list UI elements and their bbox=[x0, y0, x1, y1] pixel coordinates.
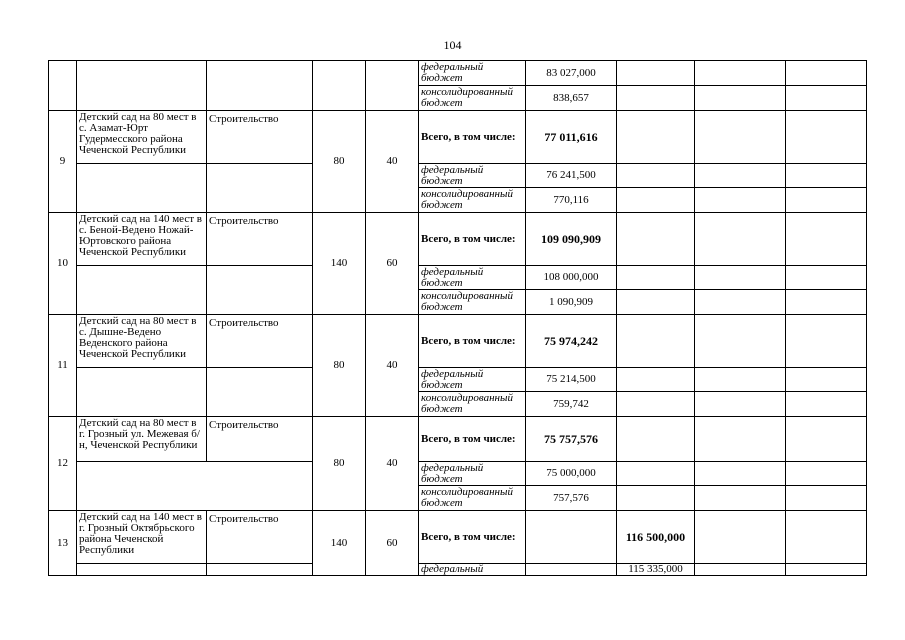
total-value-cell: 109 090,909 bbox=[526, 213, 617, 266]
name-cell bbox=[77, 61, 207, 111]
cons-value-cell: 770,116 bbox=[526, 188, 617, 213]
empty-cell bbox=[617, 290, 695, 315]
empty-cell bbox=[695, 486, 786, 511]
page-number: 104 bbox=[443, 38, 462, 52]
empty-cell bbox=[526, 511, 617, 564]
num-cell: 13 bbox=[49, 511, 77, 576]
num-cell: 10 bbox=[49, 213, 77, 315]
cons-value-cell: 1 090,909 bbox=[526, 290, 617, 315]
empty-cell bbox=[695, 213, 786, 266]
qty-cell bbox=[366, 61, 419, 111]
qty-cell: 40 bbox=[366, 111, 419, 213]
empty-cell bbox=[786, 164, 867, 188]
empty-cell bbox=[617, 266, 695, 290]
total-value-cell: 75 974,242 bbox=[526, 315, 617, 368]
empty-cell bbox=[786, 462, 867, 486]
table-row bbox=[49, 164, 867, 188]
work-cell: Строительство bbox=[207, 111, 313, 164]
empty-cell bbox=[77, 462, 313, 511]
empty-cell bbox=[617, 315, 695, 368]
work-cell: Строительство bbox=[207, 511, 313, 564]
empty-cell bbox=[695, 368, 786, 392]
total-value-cell: 116 500,000 bbox=[617, 511, 695, 564]
table-row bbox=[49, 417, 867, 462]
capacity-cell: 140 bbox=[313, 213, 366, 315]
cons-label-cell: консолидированный бюджет bbox=[419, 486, 526, 511]
work-cell: Строительство bbox=[207, 213, 313, 266]
qty-cell: 60 bbox=[366, 213, 419, 315]
table-row bbox=[49, 511, 867, 564]
empty-cell bbox=[786, 188, 867, 213]
empty-cell bbox=[77, 164, 207, 213]
empty-cell bbox=[207, 164, 313, 213]
empty-cell bbox=[526, 564, 617, 576]
empty-cell bbox=[617, 86, 695, 111]
empty-cell bbox=[617, 111, 695, 164]
total-label-cell: Всего, в том числе: bbox=[419, 511, 526, 564]
source-cell: федеральный бюджет bbox=[419, 61, 526, 86]
total-label-cell: Всего, в том числе: bbox=[419, 315, 526, 368]
table-row bbox=[49, 266, 867, 290]
empty-cell bbox=[786, 486, 867, 511]
value-cell: 83 027,000 bbox=[526, 61, 617, 86]
budget-table bbox=[48, 60, 867, 576]
federal-label-cell: федеральный бюджет bbox=[419, 266, 526, 290]
name-cell: Детский сад на 80 мест в с. Азамат-Юрт Гудермесского района Чеченской Республики bbox=[77, 111, 207, 164]
federal-value-cell: 76 241,500 bbox=[526, 164, 617, 188]
name-cell: Детский сад на 80 мест в с. Дышне-Ведено Веденского района Чеченской Республики bbox=[77, 315, 207, 368]
empty-cell bbox=[695, 188, 786, 213]
table-row bbox=[49, 213, 867, 266]
total-value-cell: 75 757,576 bbox=[526, 417, 617, 462]
table-row bbox=[49, 61, 867, 86]
num-cell bbox=[49, 61, 77, 111]
federal-label-cell: федеральный бюджет bbox=[419, 164, 526, 188]
federal-label-cell: федеральный bbox=[419, 564, 526, 576]
empty-cell bbox=[695, 392, 786, 417]
num-cell: 11 bbox=[49, 315, 77, 417]
qty-cell: 40 bbox=[366, 315, 419, 417]
capacity-cell: 80 bbox=[313, 111, 366, 213]
empty-cell bbox=[617, 61, 695, 86]
empty-cell bbox=[695, 462, 786, 486]
empty-cell bbox=[617, 213, 695, 266]
name-cell: Детский сад на 80 мест в г. Грозный ул. Межевая б/н, Чеченской Республики bbox=[77, 417, 207, 462]
empty-cell bbox=[617, 164, 695, 188]
source-cell: консолидированный бюджет bbox=[419, 86, 526, 111]
value-cell: 838,657 bbox=[526, 86, 617, 111]
federal-value-cell: 108 000,000 bbox=[526, 266, 617, 290]
cons-value-cell: 757,576 bbox=[526, 486, 617, 511]
table-row bbox=[49, 462, 867, 486]
table-row bbox=[49, 111, 867, 164]
federal-label-cell: федеральный бюджет bbox=[419, 368, 526, 392]
empty-cell bbox=[695, 315, 786, 368]
work-cell bbox=[207, 61, 313, 111]
cons-value-cell: 759,742 bbox=[526, 392, 617, 417]
empty-cell bbox=[695, 290, 786, 315]
empty-cell bbox=[695, 86, 786, 111]
empty-cell bbox=[786, 111, 867, 164]
total-label-cell: Всего, в том числе: bbox=[419, 213, 526, 266]
federal-value-cell: 75 214,500 bbox=[526, 368, 617, 392]
empty-cell bbox=[207, 368, 313, 417]
total-value-cell: 77 011,616 bbox=[526, 111, 617, 164]
total-label-cell: Всего, в том числе: bbox=[419, 111, 526, 164]
empty-cell bbox=[695, 61, 786, 86]
cons-label-cell: консолидированный бюджет bbox=[419, 290, 526, 315]
capacity-cell bbox=[313, 61, 366, 111]
empty-cell bbox=[786, 266, 867, 290]
empty-cell bbox=[786, 86, 867, 111]
empty-cell bbox=[617, 188, 695, 213]
table-row bbox=[49, 564, 867, 576]
table-row bbox=[49, 368, 867, 392]
capacity-cell: 80 bbox=[313, 417, 366, 511]
empty-cell bbox=[786, 417, 867, 462]
empty-cell bbox=[695, 564, 786, 576]
work-cell: Строительство bbox=[207, 315, 313, 368]
qty-cell: 60 bbox=[366, 511, 419, 576]
federal-value-cell: 75 000,000 bbox=[526, 462, 617, 486]
empty-cell bbox=[695, 164, 786, 188]
capacity-cell: 140 bbox=[313, 511, 366, 576]
empty-cell bbox=[695, 266, 786, 290]
capacity-cell: 80 bbox=[313, 315, 366, 417]
empty-cell bbox=[617, 462, 695, 486]
name-cell: Детский сад на 140 мест в с. Беной-Ведено Ножай-Юртовского района Чеченской Республики bbox=[77, 213, 207, 266]
empty-cell bbox=[617, 486, 695, 511]
empty-cell bbox=[617, 417, 695, 462]
empty-cell bbox=[695, 511, 786, 564]
empty-cell bbox=[695, 417, 786, 462]
empty-cell bbox=[617, 392, 695, 417]
cons-label-cell: консолидированный бюджет bbox=[419, 392, 526, 417]
empty-cell bbox=[786, 368, 867, 392]
federal-value-cell: 115 335,000 bbox=[617, 564, 695, 576]
empty-cell bbox=[207, 266, 313, 315]
empty-cell bbox=[786, 290, 867, 315]
empty-cell bbox=[786, 315, 867, 368]
empty-cell bbox=[77, 564, 207, 576]
empty-cell bbox=[207, 564, 313, 576]
total-label-cell: Всего, в том числе: bbox=[419, 417, 526, 462]
name-cell: Детский сад на 140 мест в г. Грозный Октябрьского района Чеченской Республики bbox=[77, 511, 207, 564]
cons-label-cell: консолидированный бюджет bbox=[419, 188, 526, 213]
empty-cell bbox=[786, 564, 867, 576]
num-cell: 12 bbox=[49, 417, 77, 511]
num-cell: 9 bbox=[49, 111, 77, 213]
qty-cell: 40 bbox=[366, 417, 419, 511]
work-cell: Строительство bbox=[207, 417, 313, 462]
empty-cell bbox=[695, 111, 786, 164]
empty-cell bbox=[786, 511, 867, 564]
empty-cell bbox=[786, 392, 867, 417]
federal-label-cell: федеральный бюджет bbox=[419, 462, 526, 486]
empty-cell bbox=[77, 368, 207, 417]
empty-cell bbox=[786, 61, 867, 86]
empty-cell bbox=[786, 213, 867, 266]
empty-cell bbox=[617, 368, 695, 392]
table-row bbox=[49, 315, 867, 368]
empty-cell bbox=[77, 266, 207, 315]
